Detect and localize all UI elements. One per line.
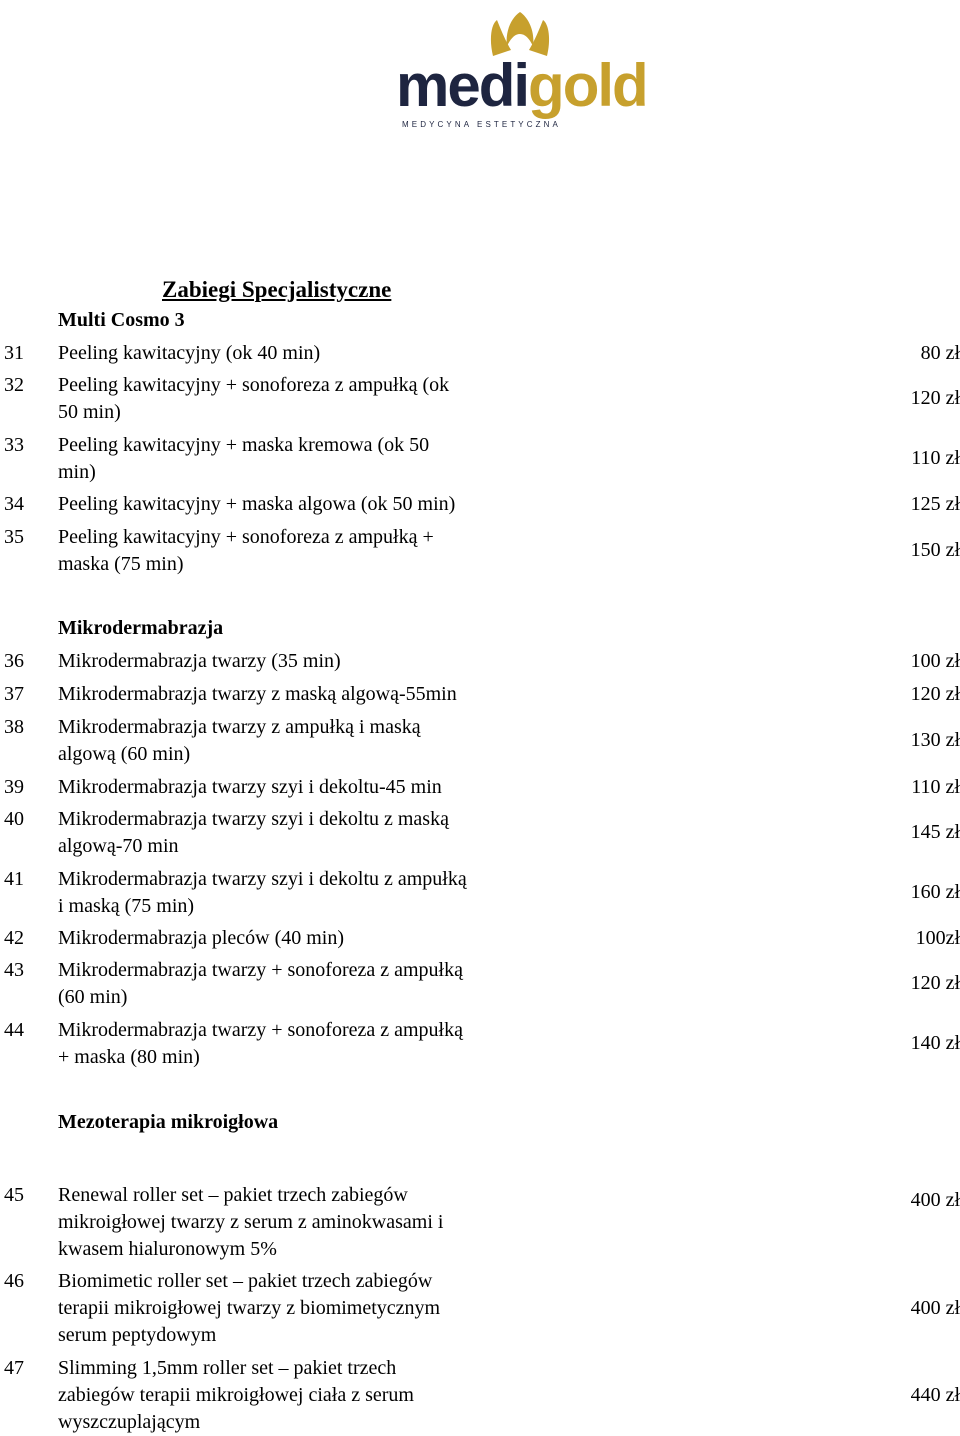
item-description-line: Peeling kawitacyjny + sonoforeza z ampułką (ok (58, 374, 450, 396)
item-description-line: Mikrodermabrazja twarzy z maską algową-55min (58, 683, 457, 705)
item-price: 400 zł (910, 1297, 960, 1319)
item-price: 150 zł (910, 539, 960, 561)
item-description (58, 806, 548, 860)
item-price: 80 zł (920, 342, 960, 364)
item-description-line: terapii mikroigłowej twarzy z biomimetycznym (58, 1297, 441, 1319)
logo-tagline: MEDYCYNA ESTETYCZNA (402, 120, 561, 129)
item-description (58, 957, 548, 1011)
logo-wordmark-dark: medi (396, 52, 529, 119)
item-description (58, 681, 548, 708)
item-number: 44 (4, 1019, 24, 1041)
item-description (58, 432, 548, 486)
item-price: 125 zł (910, 493, 960, 515)
item-number: 32 (4, 374, 24, 396)
item-description (58, 1017, 548, 1071)
item-price: 400 zł (910, 1189, 960, 1211)
item-description-line: Mikrodermabrazja twarzy z ampułką i maską (58, 716, 421, 738)
item-description-line: Peeling kawitacyjny + maska algowa (ok 50 min) (58, 493, 456, 515)
section-heading-multi-cosmo: Multi Cosmo 3 (58, 309, 185, 331)
item-description-line: 50 min) (58, 401, 121, 423)
item-description-line: (60 min) (58, 986, 128, 1008)
item-price: 140 zł (910, 1032, 960, 1054)
item-number: 35 (4, 526, 24, 548)
item-description-line: serum peptydowym (58, 1324, 217, 1346)
item-description (58, 1268, 548, 1349)
medigold-logo (390, 8, 660, 138)
item-description-line: maska (75 min) (58, 553, 184, 575)
section-heading-mezoterapia: Mezoterapia mikroigłowa (58, 1111, 279, 1133)
item-description-line: zabiegów terapii mikroigłowej ciała z serum (58, 1384, 414, 1406)
item-description-line: + maska (80 min) (58, 1046, 200, 1068)
item-number: 42 (4, 927, 24, 949)
item-number: 43 (4, 959, 24, 981)
item-description-line: Mikrodermabrazja twarzy (35 min) (58, 650, 341, 672)
item-description-line: Biomimetic roller set – pakiet trzech zabiegów (58, 1270, 433, 1292)
item-description (58, 866, 548, 920)
item-description (58, 1182, 548, 1263)
item-description-line: Peeling kawitacyjny (ok 40 min) (58, 342, 321, 364)
item-price: 120 zł (910, 387, 960, 409)
item-price: 110 zł (911, 776, 960, 798)
item-description-line: Slimming 1,5mm roller set – pakiet trzech (58, 1357, 397, 1379)
item-description (58, 714, 548, 768)
item-number: 47 (4, 1357, 24, 1379)
item-description-line: algową (60 min) (58, 743, 191, 765)
item-description (58, 340, 548, 367)
item-number: 41 (4, 868, 24, 890)
section-heading-mikrodermabrazja: Mikrodermabrazja (58, 617, 224, 639)
item-number: 38 (4, 716, 24, 738)
item-description-line: mikroigłowej twarzy z serum z aminokwasami i (58, 1211, 444, 1233)
item-description-line: wyszczuplającym (58, 1411, 201, 1433)
item-description-line: min) (58, 461, 96, 483)
item-description (58, 648, 548, 675)
logo-wordmark-gold: gold (528, 52, 647, 119)
item-price: 120 zł (910, 972, 960, 994)
item-description-line: Mikrodermabrazja pleców (40 min) (58, 927, 345, 949)
item-number: 39 (4, 776, 24, 798)
item-description (58, 774, 548, 801)
item-description-line: Mikrodermabrazja twarzy szyi i dekoltu z ampułką (58, 868, 467, 890)
item-description-line: Peeling kawitacyjny + sonoforeza z ampułką + (58, 526, 434, 548)
item-description (58, 491, 548, 518)
item-number: 46 (4, 1270, 24, 1292)
item-number: 40 (4, 808, 24, 830)
item-description-line: algową-70 min (58, 835, 179, 857)
page-title: Zabiegi Specjalistyczne (162, 277, 392, 302)
item-description-line: Mikrodermabrazja twarzy + sonoforeza z ampułką (58, 1019, 463, 1041)
logo-wordmark (396, 52, 647, 119)
item-price: 130 zł (910, 729, 960, 751)
item-number: 45 (4, 1184, 24, 1206)
item-price: 100 zł (910, 650, 960, 672)
item-price: 145 zł (910, 821, 960, 843)
item-price: 160 zł (910, 881, 960, 903)
item-number: 31 (4, 342, 24, 364)
item-description-line: Mikrodermabrazja twarzy + sonoforeza z ampułką (58, 959, 463, 981)
item-description-line: Renewal roller set – pakiet trzech zabiegów (58, 1184, 408, 1206)
item-description-line: kwasem hialuronowym 5% (58, 1238, 277, 1260)
item-description (58, 925, 548, 952)
item-price: 110 zł (911, 447, 960, 469)
item-description-line: Mikrodermabrazja twarzy szyi i dekoltu-45 min (58, 776, 442, 798)
item-number: 36 (4, 650, 24, 672)
item-price: 100zł (915, 927, 960, 949)
item-description-line: Peeling kawitacyjny + maska kremowa (ok 50 (58, 434, 430, 456)
item-number: 34 (4, 493, 24, 515)
item-description-line: Mikrodermabrazja twarzy szyi i dekoltu z maską (58, 808, 449, 830)
item-price: 440 zł (910, 1384, 960, 1406)
crown-icon (485, 10, 555, 58)
item-number: 33 (4, 434, 24, 456)
item-number: 37 (4, 683, 24, 705)
item-description-line: i maską (75 min) (58, 895, 195, 917)
item-price: 120 zł (910, 683, 960, 705)
item-description (58, 372, 548, 426)
item-description (58, 524, 548, 578)
item-description (58, 1355, 548, 1436)
